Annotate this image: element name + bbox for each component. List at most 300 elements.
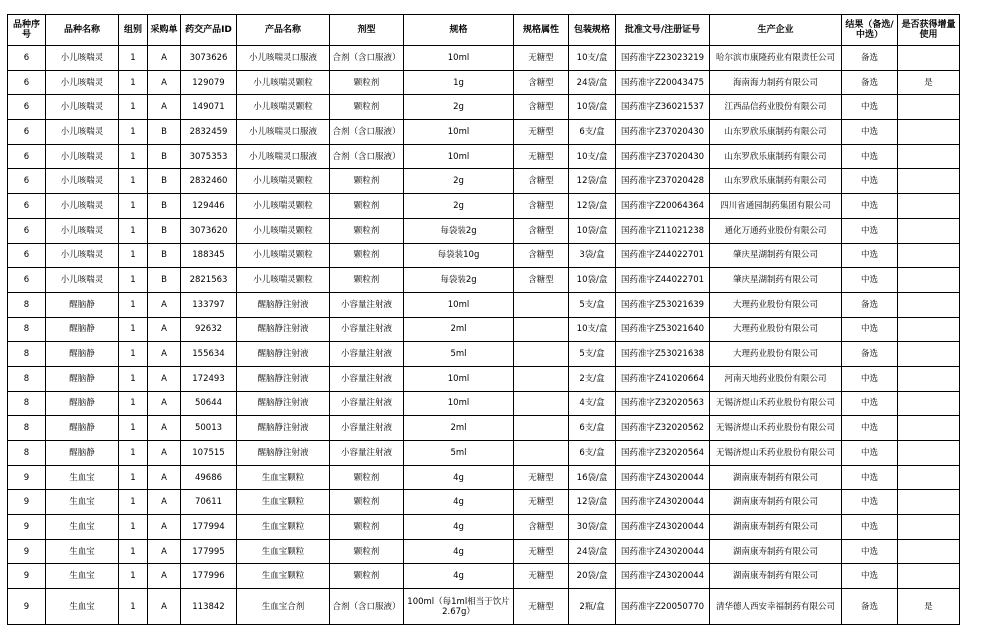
col-dosage-form-cell: 颗粒剂 bbox=[330, 490, 404, 515]
col-variety-no-cell: 9 bbox=[8, 539, 46, 564]
col-spec-attr-cell: 含糖型 bbox=[514, 70, 569, 95]
col-result-cell: 备选 bbox=[842, 46, 898, 71]
col-dosage-form-cell: 颗粒剂 bbox=[330, 95, 404, 120]
col-manufacturer-header: 生产企业 bbox=[710, 15, 842, 46]
col-spec-attr-cell bbox=[514, 416, 569, 441]
col-package-cell: 16袋/盒 bbox=[569, 465, 616, 490]
col-spec-attr-cell bbox=[514, 366, 569, 391]
col-manufacturer-cell: 通化万通药业股份有限公司 bbox=[710, 218, 842, 243]
col-variety-name-cell: 生血宝 bbox=[46, 539, 119, 564]
col-purchase-list-cell: B bbox=[148, 120, 181, 145]
table-row bbox=[8, 169, 960, 194]
col-result-cell: 备选 bbox=[842, 589, 898, 625]
col-product-id-cell: 2821563 bbox=[181, 268, 237, 293]
table-row bbox=[8, 342, 960, 367]
col-spec-cell: 每袋装10g bbox=[404, 243, 514, 268]
col-manufacturer-cell: 河南天地药业股份有限公司 bbox=[710, 366, 842, 391]
col-product-id-cell: 177996 bbox=[181, 564, 237, 589]
col-approval-no-cell: 国药准字Z20043475 bbox=[616, 70, 710, 95]
col-group-cell: 1 bbox=[119, 366, 148, 391]
col-product-name-cell: 小儿咳喘灵颗粒 bbox=[237, 194, 330, 219]
col-purchase-list-cell: A bbox=[148, 490, 181, 515]
col-variety-no-cell: 6 bbox=[8, 218, 46, 243]
col-product-name-cell: 醒脑静注射液 bbox=[237, 292, 330, 317]
col-result-cell: 中选 bbox=[842, 218, 898, 243]
col-manufacturer-cell: 海南海力制药有限公司 bbox=[710, 70, 842, 95]
col-package-cell: 2支/盒 bbox=[569, 366, 616, 391]
col-manufacturer-cell: 山东罗欣乐康制药有限公司 bbox=[710, 144, 842, 169]
col-spec-attr-cell: 含糖型 bbox=[514, 194, 569, 219]
table-row bbox=[8, 539, 960, 564]
table-row bbox=[8, 589, 960, 625]
col-approval-no-cell: 国药准字Z41020664 bbox=[616, 366, 710, 391]
col-increment-header: 是否获得增量使用 bbox=[898, 15, 960, 46]
col-manufacturer-cell: 四川省通园制药集团有限公司 bbox=[710, 194, 842, 219]
col-result-cell: 中选 bbox=[842, 391, 898, 416]
col-product-name-header: 产品名称 bbox=[237, 15, 330, 46]
col-purchase-list-cell: A bbox=[148, 515, 181, 540]
col-variety-no-cell: 8 bbox=[8, 366, 46, 391]
col-variety-name-cell: 生血宝 bbox=[46, 589, 119, 625]
col-approval-no-cell: 国药准字Z37020430 bbox=[616, 120, 710, 145]
table-row bbox=[8, 243, 960, 268]
col-package-cell: 12袋/盒 bbox=[569, 490, 616, 515]
col-dosage-form-cell: 颗粒剂 bbox=[330, 465, 404, 490]
col-spec-attr-cell bbox=[514, 391, 569, 416]
table-row bbox=[8, 465, 960, 490]
col-variety-name-cell: 小儿咳喘灵 bbox=[46, 218, 119, 243]
col-product-name-cell: 小儿咳喘灵颗粒 bbox=[237, 70, 330, 95]
col-increment-cell bbox=[898, 564, 960, 589]
col-increment-cell bbox=[898, 539, 960, 564]
col-spec-cell: 1g bbox=[404, 70, 514, 95]
col-increment-cell bbox=[898, 292, 960, 317]
col-variety-no-cell: 6 bbox=[8, 144, 46, 169]
col-variety-name-cell: 醒脑静 bbox=[46, 366, 119, 391]
col-product-name-cell: 小儿咳喘灵颗粒 bbox=[237, 268, 330, 293]
col-product-id-cell: 2832460 bbox=[181, 169, 237, 194]
col-dosage-form-cell: 合剂（含口服液） bbox=[330, 589, 404, 625]
col-group-cell: 1 bbox=[119, 391, 148, 416]
col-manufacturer-cell: 湖南康寿制药有限公司 bbox=[710, 515, 842, 540]
col-spec-attr-cell: 无糖型 bbox=[514, 539, 569, 564]
col-result-cell: 中选 bbox=[842, 490, 898, 515]
col-spec-cell: 2ml bbox=[404, 317, 514, 342]
col-spec-attr-cell bbox=[514, 292, 569, 317]
col-approval-no-cell: 国药准字Z32020562 bbox=[616, 416, 710, 441]
col-purchase-list-cell: B bbox=[148, 243, 181, 268]
col-package-cell: 5支/盒 bbox=[569, 342, 616, 367]
col-dosage-form-cell: 小容量注射液 bbox=[330, 317, 404, 342]
col-spec-attr-cell bbox=[514, 317, 569, 342]
col-product-id-cell: 2832459 bbox=[181, 120, 237, 145]
col-product-id-header: 药交产品ID bbox=[181, 15, 237, 46]
col-group-cell: 1 bbox=[119, 490, 148, 515]
col-package-cell: 6支/盒 bbox=[569, 441, 616, 466]
col-approval-no-cell: 国药准字Z20064364 bbox=[616, 194, 710, 219]
col-product-name-cell: 醒脑静注射液 bbox=[237, 391, 330, 416]
col-result-cell: 中选 bbox=[842, 564, 898, 589]
col-variety-no-cell: 6 bbox=[8, 46, 46, 71]
col-result-cell: 中选 bbox=[842, 539, 898, 564]
col-result-cell: 中选 bbox=[842, 194, 898, 219]
col-dosage-form-cell: 颗粒剂 bbox=[330, 564, 404, 589]
col-product-id-cell: 133797 bbox=[181, 292, 237, 317]
col-product-id-cell: 177994 bbox=[181, 515, 237, 540]
col-product-id-cell: 129446 bbox=[181, 194, 237, 219]
col-approval-no-cell: 国药准字Z23023219 bbox=[616, 46, 710, 71]
col-group-cell: 1 bbox=[119, 70, 148, 95]
col-package-cell: 24袋/盒 bbox=[569, 70, 616, 95]
col-approval-no-cell: 国药准字Z43020044 bbox=[616, 465, 710, 490]
col-manufacturer-cell: 湖南康寿制药有限公司 bbox=[710, 465, 842, 490]
col-approval-no-cell: 国药准字Z43020044 bbox=[616, 564, 710, 589]
col-variety-no-cell: 6 bbox=[8, 95, 46, 120]
col-spec-cell: 每袋装2g bbox=[404, 268, 514, 293]
col-spec-cell: 10ml bbox=[404, 46, 514, 71]
table-row bbox=[8, 366, 960, 391]
col-variety-no-cell: 6 bbox=[8, 70, 46, 95]
col-manufacturer-cell: 大理药业股份有限公司 bbox=[710, 292, 842, 317]
col-variety-no-header: 品种序号 bbox=[8, 15, 46, 46]
col-variety-name-cell: 小儿咳喘灵 bbox=[46, 268, 119, 293]
col-purchase-list-cell: A bbox=[148, 342, 181, 367]
col-group-cell: 1 bbox=[119, 342, 148, 367]
col-dosage-form-cell: 颗粒剂 bbox=[330, 70, 404, 95]
col-manufacturer-cell: 大理药业股份有限公司 bbox=[710, 317, 842, 342]
table-row bbox=[8, 95, 960, 120]
col-spec-attr-cell: 含糖型 bbox=[514, 243, 569, 268]
col-package-cell: 10袋/盒 bbox=[569, 95, 616, 120]
col-package-cell: 6支/盒 bbox=[569, 120, 616, 145]
table-row bbox=[8, 268, 960, 293]
col-approval-no-cell: 国药准字Z53021639 bbox=[616, 292, 710, 317]
col-result-cell: 中选 bbox=[842, 317, 898, 342]
col-increment-cell: 是 bbox=[898, 589, 960, 625]
col-group-cell: 1 bbox=[119, 539, 148, 564]
col-variety-no-cell: 8 bbox=[8, 391, 46, 416]
col-result-cell: 中选 bbox=[842, 144, 898, 169]
col-package-cell: 30袋/盒 bbox=[569, 515, 616, 540]
col-result-cell: 备选 bbox=[842, 342, 898, 367]
col-increment-cell bbox=[898, 490, 960, 515]
col-approval-no-cell: 国药准字Z53021638 bbox=[616, 342, 710, 367]
col-manufacturer-cell: 山东罗欣乐康制药有限公司 bbox=[710, 120, 842, 145]
col-group-cell: 1 bbox=[119, 465, 148, 490]
col-increment-cell bbox=[898, 46, 960, 71]
col-product-name-cell: 生血宝颗粒 bbox=[237, 490, 330, 515]
col-approval-no-cell: 国药准字Z20050770 bbox=[616, 589, 710, 625]
col-purchase-list-cell: A bbox=[148, 539, 181, 564]
col-variety-name-cell: 醒脑静 bbox=[46, 342, 119, 367]
col-manufacturer-cell: 无锡济煜山禾药业股份有限公司 bbox=[710, 416, 842, 441]
col-purchase-list-header: 采购单 bbox=[148, 15, 181, 46]
col-spec-attr-cell: 含糖型 bbox=[514, 169, 569, 194]
col-spec-attr-cell: 无糖型 bbox=[514, 564, 569, 589]
col-product-name-cell: 醒脑静注射液 bbox=[237, 366, 330, 391]
col-spec-cell: 2g bbox=[404, 95, 514, 120]
col-package-cell: 6支/盒 bbox=[569, 416, 616, 441]
col-product-name-cell: 生血宝颗粒 bbox=[237, 465, 330, 490]
col-dosage-form-cell: 小容量注射液 bbox=[330, 342, 404, 367]
header-row bbox=[8, 15, 960, 46]
col-purchase-list-cell: B bbox=[148, 194, 181, 219]
col-purchase-list-cell: A bbox=[148, 70, 181, 95]
col-variety-no-cell: 6 bbox=[8, 169, 46, 194]
table-row bbox=[8, 564, 960, 589]
col-group-cell: 1 bbox=[119, 317, 148, 342]
col-approval-no-cell: 国药准字Z11021238 bbox=[616, 218, 710, 243]
col-product-id-cell: 49686 bbox=[181, 465, 237, 490]
col-dosage-form-cell: 合剂（含口服液） bbox=[330, 46, 404, 71]
col-increment-cell bbox=[898, 218, 960, 243]
col-group-cell: 1 bbox=[119, 243, 148, 268]
col-product-id-cell: 92632 bbox=[181, 317, 237, 342]
col-dosage-form-header: 剂型 bbox=[330, 15, 404, 46]
col-variety-no-cell: 6 bbox=[8, 243, 46, 268]
col-dosage-form-cell: 颗粒剂 bbox=[330, 268, 404, 293]
col-variety-no-cell: 6 bbox=[8, 268, 46, 293]
col-spec-cell: 10ml bbox=[404, 292, 514, 317]
col-package-cell: 10袋/盒 bbox=[569, 218, 616, 243]
col-dosage-form-cell: 颗粒剂 bbox=[330, 515, 404, 540]
col-package-cell: 24袋/盒 bbox=[569, 539, 616, 564]
col-package-cell: 10袋/盒 bbox=[569, 268, 616, 293]
col-variety-name-cell: 小儿咳喘灵 bbox=[46, 194, 119, 219]
col-variety-no-cell: 6 bbox=[8, 120, 46, 145]
col-result-cell: 备选 bbox=[842, 70, 898, 95]
col-spec-cell: 10ml bbox=[404, 366, 514, 391]
col-result-cell: 中选 bbox=[842, 243, 898, 268]
col-product-id-cell: 129079 bbox=[181, 70, 237, 95]
col-product-name-cell: 生血宝颗粒 bbox=[237, 539, 330, 564]
col-spec-attr-cell bbox=[514, 441, 569, 466]
col-result-cell: 中选 bbox=[842, 465, 898, 490]
col-group-header: 组别 bbox=[119, 15, 148, 46]
col-spec-cell: 10ml bbox=[404, 144, 514, 169]
col-spec-cell: 4g bbox=[404, 465, 514, 490]
col-spec-cell: 10ml bbox=[404, 120, 514, 145]
col-variety-no-cell: 6 bbox=[8, 194, 46, 219]
col-dosage-form-cell: 颗粒剂 bbox=[330, 194, 404, 219]
col-increment-cell bbox=[898, 169, 960, 194]
col-group-cell: 1 bbox=[119, 95, 148, 120]
col-variety-name-cell: 小儿咳喘灵 bbox=[46, 120, 119, 145]
col-variety-no-cell: 9 bbox=[8, 589, 46, 625]
col-product-name-cell: 醒脑静注射液 bbox=[237, 317, 330, 342]
col-variety-no-cell: 8 bbox=[8, 416, 46, 441]
col-spec-header: 规格 bbox=[404, 15, 514, 46]
col-manufacturer-cell: 大理药业股份有限公司 bbox=[710, 342, 842, 367]
col-spec-cell: 4g bbox=[404, 490, 514, 515]
col-variety-name-cell: 生血宝 bbox=[46, 564, 119, 589]
table-row bbox=[8, 441, 960, 466]
col-product-name-cell: 小儿咳喘灵颗粒 bbox=[237, 218, 330, 243]
col-package-cell: 4支/盒 bbox=[569, 391, 616, 416]
table-row bbox=[8, 144, 960, 169]
col-product-id-cell: 70611 bbox=[181, 490, 237, 515]
col-approval-no-cell: 国药准字Z32020564 bbox=[616, 441, 710, 466]
col-approval-no-cell: 国药准字Z32020563 bbox=[616, 391, 710, 416]
col-purchase-list-cell: A bbox=[148, 292, 181, 317]
col-variety-name-cell: 小儿咳喘灵 bbox=[46, 243, 119, 268]
col-result-cell: 中选 bbox=[842, 169, 898, 194]
col-purchase-list-cell: A bbox=[148, 317, 181, 342]
col-increment-cell bbox=[898, 391, 960, 416]
col-product-name-cell: 小儿咳喘灵口服液 bbox=[237, 46, 330, 71]
col-dosage-form-cell: 颗粒剂 bbox=[330, 243, 404, 268]
col-increment-cell bbox=[898, 268, 960, 293]
col-group-cell: 1 bbox=[119, 46, 148, 71]
col-variety-no-cell: 8 bbox=[8, 342, 46, 367]
table-row bbox=[8, 70, 960, 95]
col-variety-name-cell: 小儿咳喘灵 bbox=[46, 144, 119, 169]
col-purchase-list-cell: B bbox=[148, 169, 181, 194]
col-spec-attr-cell: 含糖型 bbox=[514, 268, 569, 293]
col-spec-attr-cell: 含糖型 bbox=[514, 95, 569, 120]
col-variety-no-cell: 9 bbox=[8, 490, 46, 515]
col-group-cell: 1 bbox=[119, 589, 148, 625]
col-increment-cell bbox=[898, 243, 960, 268]
table-row bbox=[8, 391, 960, 416]
col-spec-attr-header: 规格属性 bbox=[514, 15, 569, 46]
col-spec-cell: 100ml（每1ml相当于饮片2.67g） bbox=[404, 589, 514, 625]
col-manufacturer-cell: 湖南康寿制药有限公司 bbox=[710, 490, 842, 515]
table-row bbox=[8, 218, 960, 243]
col-increment-cell bbox=[898, 416, 960, 441]
col-increment-cell bbox=[898, 441, 960, 466]
col-increment-cell: 是 bbox=[898, 70, 960, 95]
table-body bbox=[8, 46, 960, 625]
col-product-id-cell: 172493 bbox=[181, 366, 237, 391]
col-purchase-list-cell: A bbox=[148, 46, 181, 71]
col-spec-cell: 4g bbox=[404, 515, 514, 540]
col-purchase-list-cell: B bbox=[148, 144, 181, 169]
col-spec-attr-cell: 含糖型 bbox=[514, 218, 569, 243]
col-spec-cell: 2ml bbox=[404, 416, 514, 441]
col-spec-attr-cell: 含糖型 bbox=[514, 515, 569, 540]
col-variety-name-cell: 醒脑静 bbox=[46, 441, 119, 466]
col-variety-name-cell: 小儿咳喘灵 bbox=[46, 169, 119, 194]
col-variety-name-cell: 醒脑静 bbox=[46, 292, 119, 317]
col-product-name-cell: 生血宝合剂 bbox=[237, 589, 330, 625]
col-manufacturer-cell: 山东罗欣乐康制药有限公司 bbox=[710, 169, 842, 194]
col-spec-cell: 每袋装2g bbox=[404, 218, 514, 243]
col-package-cell: 3袋/盒 bbox=[569, 243, 616, 268]
col-group-cell: 1 bbox=[119, 268, 148, 293]
col-increment-cell bbox=[898, 144, 960, 169]
col-package-cell: 12袋/盒 bbox=[569, 169, 616, 194]
col-variety-name-cell: 醒脑静 bbox=[46, 416, 119, 441]
col-variety-name-cell: 醒脑静 bbox=[46, 391, 119, 416]
col-product-name-cell: 小儿咳喘灵颗粒 bbox=[237, 243, 330, 268]
col-product-name-cell: 小儿咳喘灵颗粒 bbox=[237, 169, 330, 194]
col-increment-cell bbox=[898, 95, 960, 120]
col-spec-attr-cell: 无糖型 bbox=[514, 120, 569, 145]
col-product-id-cell: 177995 bbox=[181, 539, 237, 564]
col-dosage-form-cell: 小容量注射液 bbox=[330, 292, 404, 317]
col-approval-no-cell: 国药准字Z36021537 bbox=[616, 95, 710, 120]
col-manufacturer-cell: 肇庆星湖制药有限公司 bbox=[710, 243, 842, 268]
col-dosage-form-cell: 合剂（含口服液） bbox=[330, 120, 404, 145]
col-result-header: 结果（备选/中选） bbox=[842, 15, 898, 46]
col-variety-name-cell: 小儿咳喘灵 bbox=[46, 46, 119, 71]
col-approval-no-cell: 国药准字Z37020428 bbox=[616, 169, 710, 194]
table-row bbox=[8, 120, 960, 145]
col-dosage-form-cell: 小容量注射液 bbox=[330, 366, 404, 391]
col-increment-cell bbox=[898, 120, 960, 145]
col-product-name-cell: 生血宝颗粒 bbox=[237, 515, 330, 540]
col-increment-cell bbox=[898, 194, 960, 219]
col-product-name-cell: 小儿咳喘灵口服液 bbox=[237, 120, 330, 145]
col-variety-name-cell: 醒脑静 bbox=[46, 317, 119, 342]
col-group-cell: 1 bbox=[119, 515, 148, 540]
col-approval-no-cell: 国药准字Z43020044 bbox=[616, 539, 710, 564]
col-increment-cell bbox=[898, 317, 960, 342]
col-manufacturer-cell: 清华德人西安幸福制药有限公司 bbox=[710, 589, 842, 625]
table-row bbox=[8, 416, 960, 441]
col-spec-cell: 2g bbox=[404, 194, 514, 219]
col-manufacturer-cell: 无锡济煜山禾药业股份有限公司 bbox=[710, 441, 842, 466]
col-group-cell: 1 bbox=[119, 194, 148, 219]
col-product-id-cell: 107515 bbox=[181, 441, 237, 466]
col-manufacturer-cell: 无锡济煜山禾药业股份有限公司 bbox=[710, 391, 842, 416]
col-spec-attr-cell bbox=[514, 342, 569, 367]
col-approval-no-header: 批准文号/注册证号 bbox=[616, 15, 710, 46]
col-increment-cell bbox=[898, 342, 960, 367]
col-variety-name-cell: 生血宝 bbox=[46, 465, 119, 490]
col-spec-cell: 4g bbox=[404, 564, 514, 589]
col-increment-cell bbox=[898, 366, 960, 391]
col-approval-no-cell: 国药准字Z44022701 bbox=[616, 243, 710, 268]
col-result-cell: 中选 bbox=[842, 120, 898, 145]
col-manufacturer-cell: 肇庆星湖制药有限公司 bbox=[710, 268, 842, 293]
col-group-cell: 1 bbox=[119, 169, 148, 194]
col-increment-cell bbox=[898, 465, 960, 490]
col-package-cell: 2瓶/盒 bbox=[569, 589, 616, 625]
col-manufacturer-cell: 湖南康寿制药有限公司 bbox=[710, 564, 842, 589]
col-purchase-list-cell: B bbox=[148, 218, 181, 243]
col-product-name-cell: 小儿咳喘灵颗粒 bbox=[237, 95, 330, 120]
col-dosage-form-cell: 合剂（含口服液） bbox=[330, 144, 404, 169]
col-package-cell: 12袋/盒 bbox=[569, 194, 616, 219]
col-group-cell: 1 bbox=[119, 416, 148, 441]
col-product-id-cell: 155634 bbox=[181, 342, 237, 367]
col-product-id-cell: 50644 bbox=[181, 391, 237, 416]
col-variety-name-cell: 生血宝 bbox=[46, 515, 119, 540]
col-approval-no-cell: 国药准字Z37020430 bbox=[616, 144, 710, 169]
col-package-header: 包装规格 bbox=[569, 15, 616, 46]
col-group-cell: 1 bbox=[119, 292, 148, 317]
col-group-cell: 1 bbox=[119, 120, 148, 145]
col-product-id-cell: 188345 bbox=[181, 243, 237, 268]
col-dosage-form-cell: 颗粒剂 bbox=[330, 539, 404, 564]
col-approval-no-cell: 国药准字Z43020044 bbox=[616, 490, 710, 515]
col-spec-attr-cell: 无糖型 bbox=[514, 144, 569, 169]
table-row bbox=[8, 292, 960, 317]
col-spec-cell: 4g bbox=[404, 539, 514, 564]
col-variety-name-cell: 小儿咳喘灵 bbox=[46, 70, 119, 95]
col-variety-no-cell: 9 bbox=[8, 465, 46, 490]
col-variety-name-cell: 小儿咳喘灵 bbox=[46, 95, 119, 120]
col-purchase-list-cell: A bbox=[148, 366, 181, 391]
col-group-cell: 1 bbox=[119, 144, 148, 169]
col-product-id-cell: 3073620 bbox=[181, 218, 237, 243]
col-purchase-list-cell: A bbox=[148, 416, 181, 441]
col-product-id-cell: 149071 bbox=[181, 95, 237, 120]
col-package-cell: 10支/盒 bbox=[569, 46, 616, 71]
col-package-cell: 10支/盒 bbox=[569, 317, 616, 342]
